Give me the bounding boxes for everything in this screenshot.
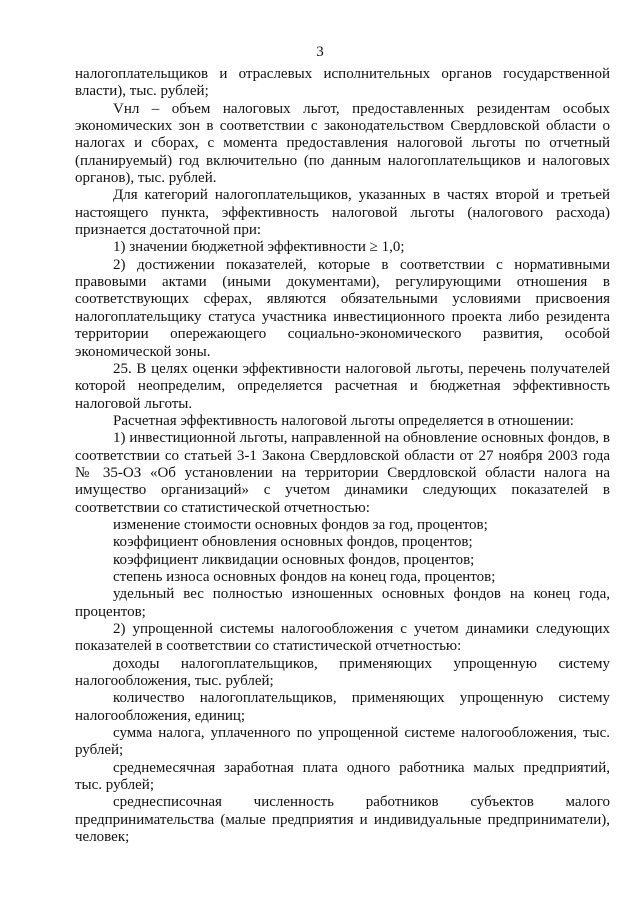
paragraph: 25. В целях оценки эффективности налоговой льготы, перечень получателей которой неопределим, определяется расчетная и бюджетная эффективность налоговой льготы. [75, 360, 610, 412]
paragraph: изменение стоимости основных фондов за год, процентов; [113, 516, 488, 533]
paragraph: 1) значении бюджетной эффективности ≥ 1,0; [113, 239, 405, 256]
paragraph: среднемесячная заработная плата одного работника малых предприятий, тыс. рублей; [75, 759, 610, 794]
paragraph: среднесписочная численность работников субъектов малого предпринимательства (малые предприятия и индивидуальные предприниматели), человек; [75, 794, 610, 846]
paragraph: степень износа основных фондов на конец года, процентов; [113, 568, 496, 585]
paragraph: 1) инвестиционной льготы, направленной на обновление основных фондов, в соответствии со статьей 3-1 Закона Свердловской области от 27 ноября 2003 года № 35-ОЗ «Об установлении на территории Свердловской области налога на имущество организаций» с учетом динамики следующих показателей в соответствии со статистической отчетностью: [75, 430, 610, 516]
paragraph: 2) упрощенной системы налогообложения с учетом динамики следующих показателей в соответствии со статистической отчетностью: [75, 621, 610, 655]
paragraph: Расчетная эффективность налоговой льготы определяется в отношении: [113, 412, 574, 429]
document-body [75, 66, 610, 846]
paragraph: коэффициент обновления основных фондов, процентов; [113, 534, 473, 551]
page-number: 3 [316, 44, 324, 60]
paragraph: 2) достижении показателей, которые в соответствии с нормативными правовыми актами (иными документами), регулирующими отношения в соответствующих сферах, являются обязательными условиями присвоения налогоплательщику статуса участника инвестиционного проекта либо резидента территории опережающего социально-экономического развития, особой экономической зоны. [75, 256, 610, 360]
paragraph: Vнл – объем налоговых льгот, предоставленных резидентам особых экономических зон в соответствии с законодательством Свердловской области о налогах и сборах, с момента предоставления налоговой льготы по отчетный (планируемый) год включительно (по данным налогоплательщиков и налоговых органов), тыс. рублей. [75, 100, 610, 187]
paragraph: доходы налогоплательщиков, применяющих упрощенную систему налогообложения, тыс. рублей; [75, 655, 610, 690]
paragraph: сумма налога, уплаченного по упрощенной системе налогообложения, тыс. рублей; [75, 725, 610, 759]
paragraph: удельный вес полностью изношенных основных фондов на конец года, процентов; [75, 586, 610, 620]
paragraph: количество налогоплательщиков, применяющих упрощенную систему налогообложения, единиц; [75, 690, 610, 724]
paragraph: Для категорий налогоплательщиков, указанных в частях второй и третьей настоящего пункта, эффективность налоговой льготы (налогового расхода) признается достаточной при: [75, 187, 610, 239]
paragraph: налогоплательщиков и отраслевых исполнительных органов государственной власти), тыс. рублей; [75, 66, 610, 100]
paragraph: коэффициент ликвидации основных фондов, процентов; [113, 551, 475, 568]
